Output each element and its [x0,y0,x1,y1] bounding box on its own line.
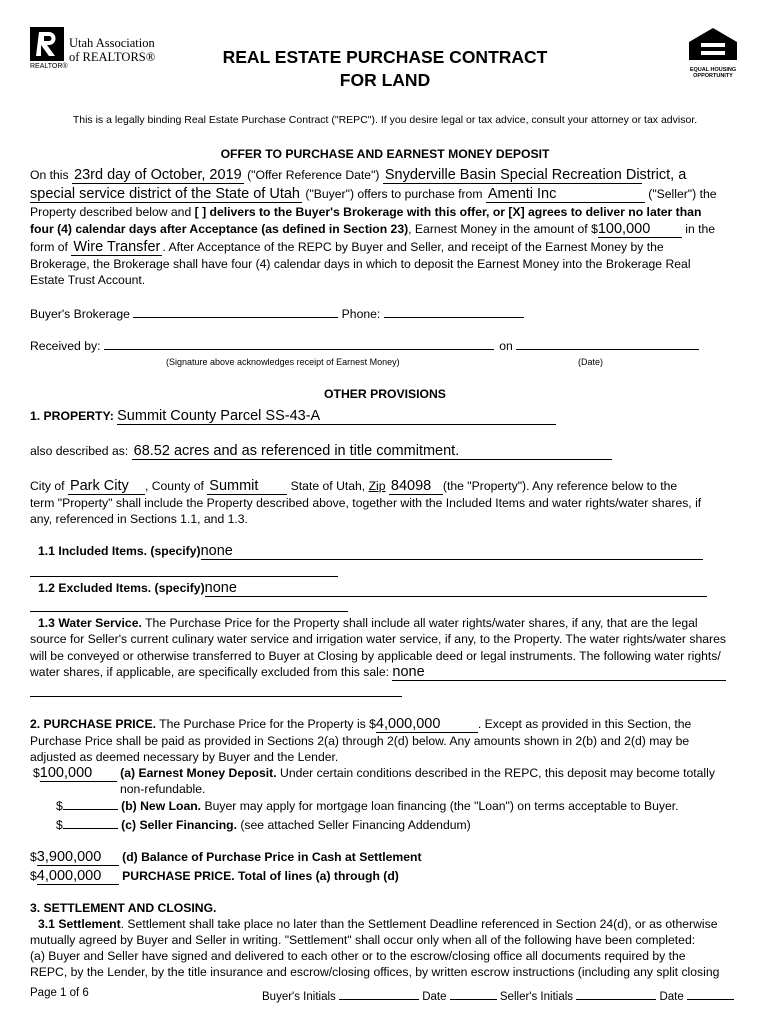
eho-caption-1: EQUAL HOUSING [689,67,737,73]
water-line-3: will be conveyed or otherwise transferred to Buyer at Closing by applicable deed or legal instruments. The following water rights/ [30,649,721,663]
signature-note: (Signature above acknowledges receipt of Earnest Money) [166,357,400,367]
received-date-field[interactable] [516,337,699,350]
included-items-continuation-line[interactable] [30,576,338,577]
county-field[interactable]: Summit [207,479,287,495]
eho-caption-2: OPPORTUNITY [693,73,733,79]
price-line-a-cont: non-refundable. [120,782,206,796]
offer-line-7: Estate Trust Account. [30,273,146,287]
buyer-initials-field[interactable] [339,987,419,1000]
contract-title-line1: REAL ESTATE PURCHASE CONTRACT [222,47,548,67]
page-number: Page 1 of 6 [30,987,89,999]
city-field[interactable]: Park City [68,479,145,495]
also-described-row: also described as: 68.52 acres and as referenced in title commitment. [30,443,612,460]
also-described-field[interactable]: 68.52 acres and as referenced in title commitment. [132,444,612,460]
buyer-name-field-1[interactable]: Snyderville Basin Special Recreation District, a [384,167,687,183]
included-items-row: 1.1 Included Items. (specify)none [38,543,703,560]
buyer-initials-date-field[interactable] [450,987,497,1000]
received-row: Received by: on [30,337,699,354]
offer-line-3: Property described below and [ ] delivers to the Buyer's Brokerage with this offer, or [X] agrees to deliver no later than [30,205,702,219]
equal-housing-logo [687,26,739,79]
settlement-line-1: 3.1 Settlement. Settlement shall take place no later than the Settlement Deadline referenced in Section 24(d), or as otherwise [38,917,718,931]
balance-cash-field[interactable]: 3,900,000 [37,850,119,866]
total-price-field[interactable]: 4,000,000 [37,869,119,885]
brokerage-field[interactable] [133,305,338,318]
city-row: City of Park City , County of Summit State of Utah, Zip 84098 (the "Property"). Any reference below to the [30,478,678,494]
included-items-field[interactable]: none [201,544,703,560]
term-line: term "Property" shall include the Property described above, together with the Included Items and water rights/water shares, if [30,496,702,510]
price-line-1: 2. PURCHASE PRICE. The Purchase Price for the Property is $4,000,000 . Except as provided in this Section, the [30,716,692,732]
any-line: any, referenced in Sections 1.1, and 1.3. [30,512,248,526]
excluded-items-continuation-line[interactable] [30,611,348,612]
settlement-line-4: REPC, by the Lender, by the title insurance and escrow/closing offices, by written escrow instructions (including any split closing [30,965,720,979]
earnest-delivery-option[interactable]: [ ] delivers to the Buyer's Brokerage with this offer, or [X] agrees to deliver no later than [194,205,702,219]
offer-line-5: form of Wire Transfer . After Acceptance of the REPC by Buyer and Seller, and receipt of the Earnest Money by the [30,239,664,255]
seller-name-field[interactable]: Amenti Inc [486,187,645,203]
water-line-4: water shares, if applicable, are specifically excluded from this sale: none [30,664,726,681]
offer-line-6: Brokerage, the Brokerage shall have four (4) calendar days in which to deposit the Earnest Money into the Brokerage Real [30,257,691,271]
water-line-2: source for Seller's current culinary water service and irrigation water service, if any, to the Property. The water rights/water shares [30,632,726,646]
seller-financing-field[interactable] [63,816,118,829]
settlement-heading: 3. SETTLEMENT AND CLOSING. [30,901,217,915]
water-excluded-field[interactable]: none [392,665,726,681]
price-line-a: $100,000 (a) Earnest Money Deposit. Under certain conditions described in the REPC, this deposit may become totally [33,765,715,781]
association-name-line2: of REALTORS® [69,50,156,64]
intro-disclaimer: This is a legally binding Real Estate Purchase Contract ("REPC"). If you desire legal or tax advice, consult your attorney or tax advisor. [72,114,698,126]
provisions-heading: OTHER PROVISIONS [324,387,446,401]
price-line-total: $4,000,000 PURCHASE PRICE. Total of lines (a) through (d) [30,868,399,884]
realtor-caption: REALTOR® [30,63,68,70]
received-signature-field[interactable] [104,337,494,350]
new-loan-field[interactable] [63,797,118,810]
offer-line-4: four (4) calendar days after Acceptance (as defined in Section 23), Earnest Money in the amount of $100,000 in the [30,221,716,237]
purchase-price-field[interactable]: 4,000,000 [376,717,478,733]
association-name-line1: Utah Association [69,36,155,50]
date-note: (Date) [578,357,604,367]
earnest-deposit-field[interactable]: 100,000 [40,766,117,782]
zip-field[interactable]: 84098 [389,479,443,495]
price-line-3: adjusted as deemed necessary by Buyer and the Lender. [30,750,339,764]
brokerage-row: Buyer's Brokerage Phone: [30,305,524,322]
offer-heading: OFFER TO PURCHASE AND EARNEST MONEY DEPOSIT [220,147,550,161]
price-line-b: $ (b) New Loan. Buyer may apply for mortgage loan financing (the "Loan") on terms acceptable to Buyer. [56,799,679,813]
offer-line-2: special service district of the State of Utah ("Buyer") offers to purchase from Amenti Inc ("Seller") the [30,186,717,202]
property-row: 1. PROPERTY: Summit County Parcel SS-43-A [30,408,556,425]
offer-line-1: On this 23rd day of October, 2019 ("Offer Reference Date") Snyderville Basin Special Recreation District, a [30,167,687,183]
excluded-items-row: 1.2 Excluded Items. (specify)none [38,580,707,597]
settlement-line-3: (a) Buyer and Seller have signed and delivered to each other or to the escrow/closing office all documents required by the [30,949,686,963]
excluded-items-field[interactable]: none [205,581,707,597]
offer-date-field[interactable]: 23rd day of October, 2019 [74,167,242,183]
equal-housing-house-icon [687,26,739,62]
property-field[interactable]: Summit County Parcel SS-43-A [117,409,556,425]
water-continuation-line[interactable] [30,696,402,697]
earnest-amount-field[interactable]: 100,000 [598,222,682,238]
water-line-1: 1.3 Water Service. The Purchase Price for the Property shall include all water rights/water shares, if any, that are the legal [38,616,698,630]
seller-initials-date-field[interactable] [687,987,734,1000]
settlement-line-2: mutually agreed by Buyer and Seller in writing. "Settlement" shall occur only when all of the following have been completed: [30,933,696,947]
footer-initials-row: Buyer's Initials Date Seller's Initials Date [262,987,734,1003]
price-line-d: $3,900,000 (d) Balance of Purchase Price in Cash at Settlement [30,849,422,865]
price-line-2: Purchase Price shall be paid as provided in Sections 2(a) through 2(d) below. Any amounts shown in 2(b) and 2(d) may be [30,734,690,748]
price-line-c: $ (c) Seller Financing. (see attached Seller Financing Addendum) [56,818,471,832]
phone-field[interactable] [384,305,524,318]
contract-title-line2: FOR LAND [339,70,431,90]
buyer-name-field-2[interactable]: special service district of the State of Utah [30,186,300,202]
seller-initials-field[interactable] [576,987,656,1000]
earnest-form-field[interactable]: Wire Transfer [73,239,161,255]
